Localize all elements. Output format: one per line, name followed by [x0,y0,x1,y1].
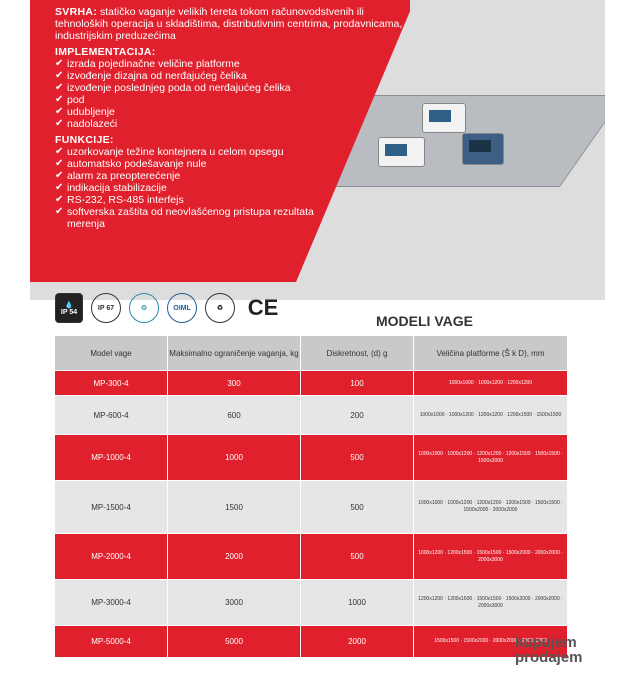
certification-icons [55,293,283,323]
max-cell: 1500 [168,481,301,534]
max-cell: 3000 [168,580,301,626]
column-header: Veličina platforme (Š k D), mm [414,336,568,371]
sizes-cell: 1000x1000 · 1000x1200 · 1200x1200 · 1200x1500 · 1500x1500 · 1500x2000 · 2000x2000 [414,481,568,534]
list-item: ✔ udubljenje [55,106,415,118]
list-item: ✔ pod [55,94,415,106]
scale-terminal [462,133,504,165]
description-block [55,6,415,230]
list-item: ✔ softverska zaštita od neovlašćenog pristupa rezultata merenja [55,206,337,230]
model-cell: MP-1000-4 [55,435,168,481]
model-cell: MP-3000-4 [55,580,168,626]
column-header: Maksimalno ograničenje vaganja, kg [168,336,301,371]
model-cell: MP-1500-4 [55,481,168,534]
max-cell: 300 [168,371,301,396]
scale-terminal [422,103,466,133]
d-cell: 500 [301,534,414,580]
ip54-icon: 💧 IP 54 [55,293,83,323]
sizes-cell: 1500x1500 · 1500x2000 · 2000x2000 · 2000x3000 [414,626,568,658]
oiml-icon: OIML [167,293,197,323]
list-item: ✔ alarm za preopterećenje [55,170,415,182]
model-cell: MP-2000-4 [55,534,168,580]
funkcije-label: FUNKCIJE: [55,134,114,146]
list-item: ✔ uzorkovanje težine kontejnera u celom opsegu [55,146,415,158]
table-row [55,534,568,580]
implementacija-label: IMPLEMENTACIJA: [55,46,156,58]
table-row [55,435,568,481]
ce-mark-icon: CE [247,295,279,320]
d-cell: 200 [301,396,414,435]
table-row [55,626,568,658]
list-item: ✔ izvođenje dizajna od nerđajućeg čelika [55,70,415,82]
list-item: ✔ indikacija stabilizacije [55,182,415,194]
list-item: ✔ nadolazeći [55,118,415,130]
max-cell: 5000 [168,626,301,658]
sizes-cell: 1000x1200 · 1200x1500 · 1500x1500 · 1500x2000 · 2000x2000 · 2000x3000 [414,534,568,580]
ip67-icon: IP 67 [91,293,121,323]
recycle-icon: ♲ [129,293,159,323]
max-cell: 600 [168,396,301,435]
d-cell: 1000 [301,580,414,626]
table-header-row [55,336,568,371]
d-cell: 100 [301,371,414,396]
weee-icon: ♻ [205,293,235,323]
table-row [55,371,568,396]
list-item: ✔ izrada pojedinačne veličine platforme [55,58,415,70]
sizes-cell: 1000x1000 · 1000x1200 · 1200x1200 [414,371,568,396]
models-table [54,335,568,658]
sizes-cell: 1000x1000 · 1000x1200 · 1200x1200 · 1200x1500 · 1500x1500 [414,396,568,435]
column-header: Model vage [55,336,168,371]
table-row [55,481,568,534]
sizes-cell: 1200x1200 · 1200x1500 · 1500x1500 · 1500x2000 · 2000x2000 · 2000x3000 [414,580,568,626]
list-item: ✔ RS-232, RS-485 interfejs [55,194,415,206]
table-row [55,580,568,626]
sizes-cell: 1000x1000 · 1000x1200 · 1200x1200 · 1200x1500 · 1500x1500 · 1500x2000 [414,435,568,481]
list-item: ✔ izvođenje poslednjeg poda od nerđajućeg čelika [55,82,415,94]
models-title: MODELI VAGE [376,313,473,329]
svrha-label: SVRHA: [55,6,98,18]
d-cell: 2000 [301,626,414,658]
watermark-logo: kupujem prodajem [515,634,583,666]
d-cell: 500 [301,435,414,481]
svrha-text: statičko vaganje velikih tereta tokom računovodstvenih ili tehnoloških operacija u skladištima, distributivnim centrima, prodavnicama, industrijskim preduzećima [55,6,403,42]
table-row [55,396,568,435]
max-cell: 2000 [168,534,301,580]
model-cell: MP-5000-4 [55,626,168,658]
column-header: Diskretnost, (d) g [301,336,414,371]
d-cell: 500 [301,481,414,534]
model-cell: MP-300-4 [55,371,168,396]
list-item: ✔ automatsko podešavanje nule [55,158,415,170]
model-cell: MP-600-4 [55,396,168,435]
max-cell: 1000 [168,435,301,481]
